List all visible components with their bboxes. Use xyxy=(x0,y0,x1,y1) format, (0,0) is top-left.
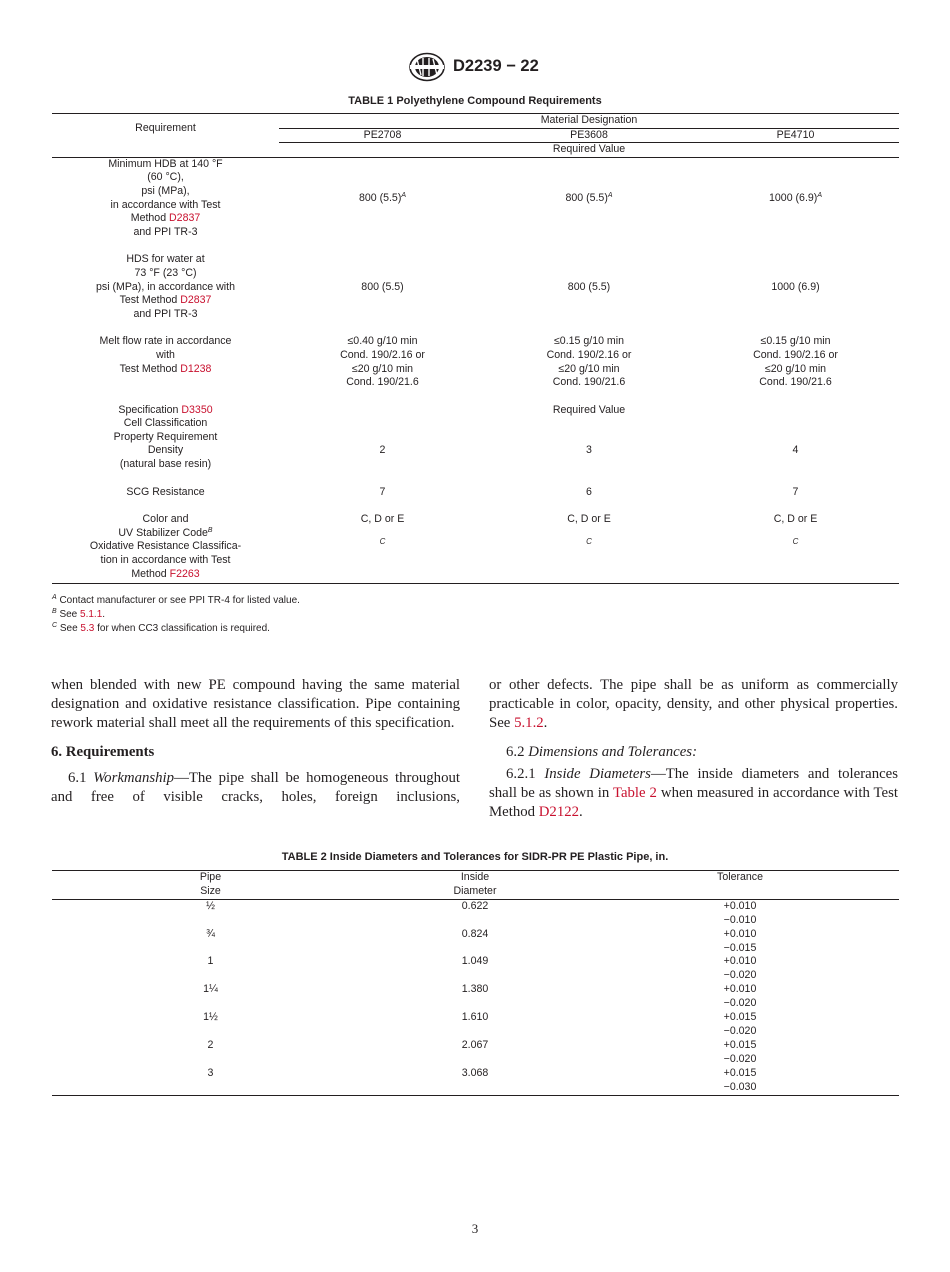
required-value-header: Required Value xyxy=(279,143,899,158)
table1-row-scg xyxy=(52,486,899,500)
inside-diameter-header: Inside Diameter xyxy=(369,871,581,900)
table1-row-spec xyxy=(52,404,899,472)
hdb-value-pe4710: 1000 $(6.9)^A$ xyxy=(769,191,822,204)
hdb-value-pe2708: 800 $(5.5)^A$ xyxy=(358,191,407,204)
page-header xyxy=(0,52,950,86)
link-f2263[interactable]: F2263 xyxy=(169,567,200,580)
material-pe4710: PE4710 xyxy=(692,128,899,143)
footnote-a: $^A$ Contact manufacturer or see PPI TR-4 for listed value. xyxy=(52,594,300,606)
hds-value-pe4710: 1000 (6.9) xyxy=(771,280,820,293)
body-paragraph: 6.1 Workmanship—The pipe shall be homogeneous throughout and free of visible cracks, holes, foreign inclusions, xyxy=(51,769,460,806)
subsection-heading: 6.2 Dimensions and Tolerances: xyxy=(506,743,697,760)
table2-caption: TABLE 2 Inside Diameters and Tolerances for SIDR-PR PE Plastic Pipe, in. xyxy=(281,851,669,863)
document-id: D2239 − 22 xyxy=(453,57,539,75)
spec-label: Specification D3350 Cell Classification Property Requirement Density (natural base resin) xyxy=(113,403,218,471)
melt-value-pe3608: ≤0.15 g/10 min Cond. 190/2.16 or ≤20 g/10 min Cond. 190/21.6 xyxy=(546,335,632,389)
scg-value-pe2708: 7 xyxy=(379,485,386,498)
table-row: 1¼ 1.380 +0.010 −0.020 xyxy=(203,983,757,1010)
spec-required-value: Required Value xyxy=(552,403,626,416)
color-oxid-pe3608: C, D or E C xyxy=(486,513,692,583)
body-paragraph: when blended with new PE compound having the same material designation and oxidative resistance classification. Pipe containing rework material shall meet all the requirements of this specification. xyxy=(51,677,460,732)
astm-logo-icon xyxy=(408,52,446,82)
link-d3350[interactable]: D3350 xyxy=(181,403,213,416)
melt-label: Melt flow rate in accordance with Test Method D1238 xyxy=(99,335,232,375)
melt-value-pe4710: ≤0.15 g/10 min Cond. 190/2.16 or ≤20 g/10 min Cond. 190/21.6 xyxy=(753,335,838,389)
link-d2837[interactable]: D2837 xyxy=(169,212,201,225)
table1-header-row xyxy=(52,114,899,129)
body-paragraph: or other defects. The pipe shall be as uniform as commercially practicable in color, opacity, density, and other physical properties. See 5.1.2. xyxy=(489,677,898,732)
body-paragraph: 6.2.1 Inside Diameters—The inside diameters and tolerances shall be as shown in Table 2 when measured in accordance with Test Method D2122. xyxy=(489,765,898,821)
col-requirement-header: Requirement xyxy=(52,114,279,143)
link-d1238[interactable]: D1238 xyxy=(180,362,212,375)
density-value-pe3608: Required Value 3 xyxy=(486,404,692,472)
tolerance-header: Tolerance xyxy=(581,871,899,900)
table-row: 2 2.067 +0.015 −0.020 xyxy=(207,1038,757,1065)
table1-row-color-oxid xyxy=(52,513,899,583)
material-designation-header: Material Designation xyxy=(279,114,899,129)
hds-value-pe3608: 800 (5.5) xyxy=(567,280,611,293)
color-oxid-label: Color and UV Stabilizer Code$^B$ Oxidative Resistance Classifica- tion in accordance with Test Method F2263 xyxy=(52,513,279,583)
footnote-b: $^B$ See 5.1.1. xyxy=(52,608,106,620)
hds-value-pe2708: 800 (5.5) xyxy=(361,280,404,293)
hds-label: HDS for water at 73 °F (23 °C) psi (MPa), in accordance with Test Method D2837 and PPI TR-3 xyxy=(96,253,235,320)
scg-label: SCG Resistance xyxy=(126,485,205,498)
body-right-column xyxy=(489,676,898,822)
scg-value-pe3608: 6 xyxy=(586,485,592,498)
table-row: 1½ 1.610 +0.015 −0.020 xyxy=(203,1011,757,1037)
link-5-1-2[interactable]: 5.1.2 xyxy=(514,715,544,732)
table1-row-melt-flow xyxy=(52,335,899,389)
table-row: ½ 0.622 +0.010 −0.010 xyxy=(206,899,757,926)
table2-header-row xyxy=(52,871,899,900)
density-value-pe4710: 4 xyxy=(792,444,799,457)
link-5-1-1[interactable]: 5.1.1 xyxy=(80,609,103,620)
table1-caption: TABLE 1 Polyethylene Compound Requirements xyxy=(348,95,602,107)
link-d2837[interactable]: D2837 xyxy=(180,294,212,307)
scg-value-pe4710: 7 xyxy=(792,485,799,498)
table-row: ¾ 0.824 +0.010 −0.015 xyxy=(206,927,757,954)
table-row: 1 1.049 +0.010 −0.020 xyxy=(207,955,757,982)
table1 xyxy=(52,113,899,584)
color-oxid-pe2708: C, D or E C xyxy=(279,513,486,583)
hdb-value-pe3608: 800 $(5.5)^A$ xyxy=(565,191,613,204)
color-oxid-pe4710: C, D or E C xyxy=(692,513,899,583)
melt-value-pe2708: ≤0.40 g/10 min Cond. 190/2.16 or ≤20 g/10 min Cond. 190/21.6 xyxy=(340,335,425,389)
table1-required-row xyxy=(52,143,899,158)
link-5-3[interactable]: 5.3 xyxy=(80,623,95,634)
link-d2122[interactable]: D2122 xyxy=(538,804,580,821)
table-row: 3 3.068 +0.015 −0.030 xyxy=(52,1067,899,1095)
section-heading: 6. Requirements xyxy=(51,743,155,760)
body-left-column xyxy=(51,676,460,807)
page-number: 3 xyxy=(471,1221,479,1236)
material-pe3608: PE3608 xyxy=(486,128,692,143)
pipe-size-header: Pipe Size xyxy=(52,871,369,900)
footnote-c: $^C$ See 5.3 for when CC3 classification is required. xyxy=(52,622,270,634)
table2 xyxy=(52,870,899,1096)
density-value-pe2708: 2 xyxy=(379,444,386,457)
table1-row-hds xyxy=(52,253,899,321)
material-pe2708: PE2708 xyxy=(279,128,486,143)
link-table-2[interactable]: Table 2 xyxy=(612,785,657,802)
hdb-label: Minimum HDB at 140 °F (60 °C), psi (MPa), in accordance with Test Method D2837 and PPI TR-3 xyxy=(108,157,223,238)
table1-row-hdb xyxy=(52,157,899,239)
